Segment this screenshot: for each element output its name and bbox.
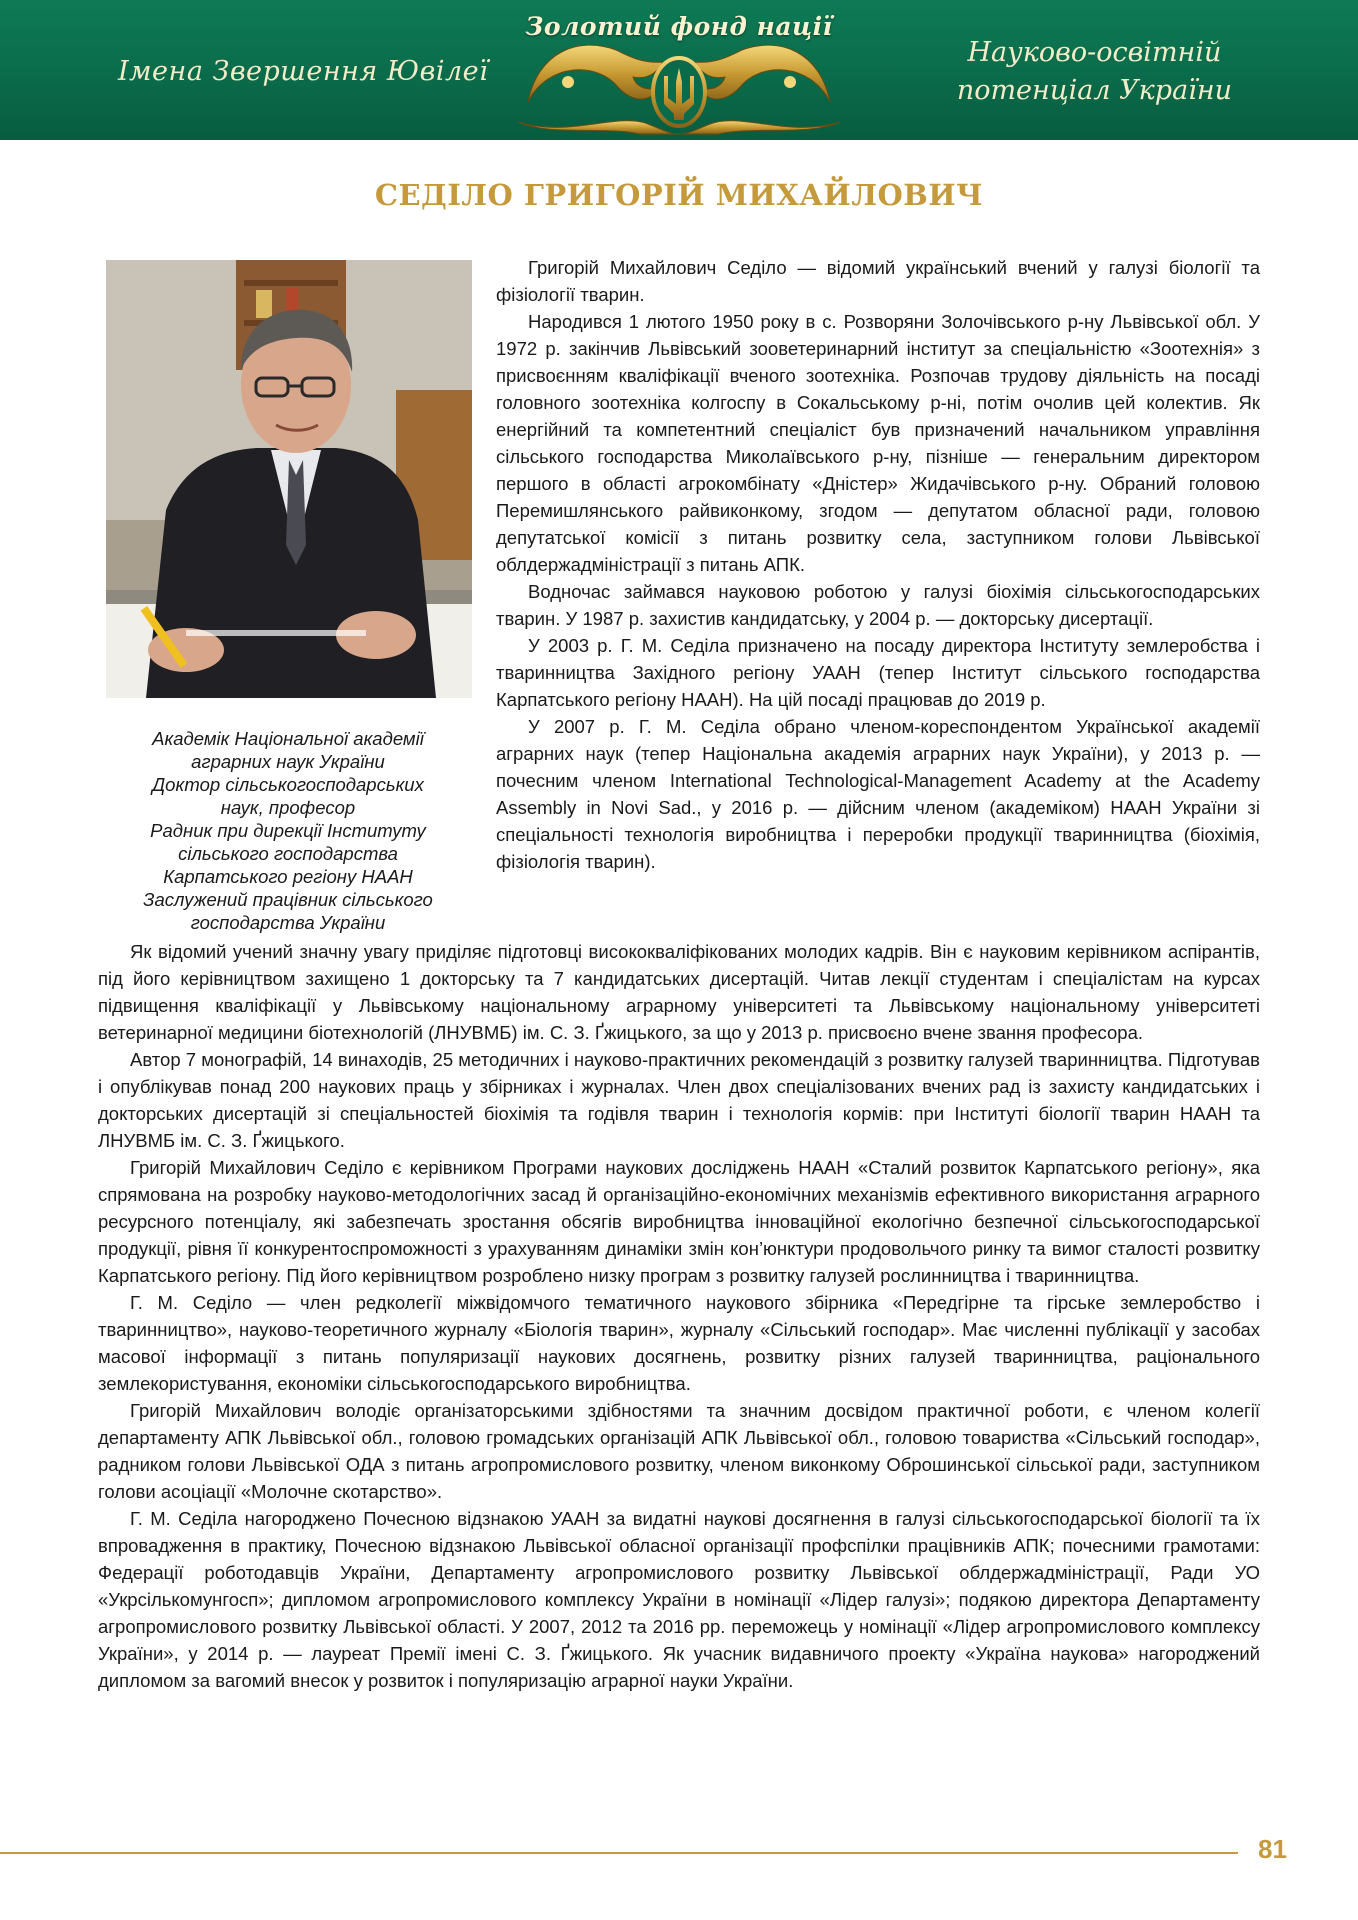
paragraph: Григорій Михайлович володіє організаторськими здібностями та значним досвідом практичної роботи, є членом колегії департаменту АПК Львівської обл., головою громадських організацій АПК Львівської обл., головою товариства «Сільський господар», радником голови Львівської ОДА з питань агропромислового розвитку, членом виконкому Оброшинської сільської ради, заступником голови асоціації «Молочне скотарство».: [98, 1400, 1260, 1502]
caption-line: Академік Національної академії: [152, 728, 424, 749]
footer-divider: [0, 1852, 1238, 1854]
emblem-title: Золотий фонд нації: [525, 12, 833, 41]
article-column: [496, 254, 1260, 875]
caption-line: сільського господарства: [178, 843, 398, 864]
paragraph: Водночас займався науковою роботою у галузі біохімія сільськогосподарських тварин. У 1987 р. захистив кандидатську, у 2004 р. — докторську дисертації.: [496, 581, 1260, 629]
paragraph: Григорій Михайлович Седіло — відомий український вчений у галузі біології та фізіології тварин.: [496, 257, 1260, 305]
paragraph: У 2007 р. Г. М. Седіла обрано членом-кореспондентом Української академії аграрних наук (тепер Національна академія аграрних наук України), у 2013 р. — почесним членом International Technological-Management Academy at the Academy Assembly in Novi Sad., у 2016 р. — дійсним членом (академіком) НААН України зі спеціальності технологія виробництва і переробки продукції тваринництва (біохімія, фізіологія тварин).: [496, 716, 1260, 872]
photo-caption: [98, 727, 478, 934]
article-body: [98, 938, 1260, 1694]
caption-line: Заслужений працівник сільського: [143, 889, 433, 910]
caption-line: Радник при дирекції Інституту: [150, 820, 426, 841]
paragraph: У 2003 р. Г. М. Седіла призначено на посаду директора Інституту землеробства і тваринництва Західного регіону УААН (тепер Інститут сільського господарства Карпатського регіону НААН). На цій посаді працював до 2019 р.: [496, 635, 1260, 710]
header-right-line2: потенціал України: [956, 75, 1232, 106]
paragraph: Г. М. Седіла нагороджено Почесною відзнакою УААН за видатні наукові досягнення в галузі сільськогосподарської біології та їх впровадження в практику, Почесною відзнакою Львівської обласної організації профспілки працівників АПК; почесними грамотами: Федерації роботодавців України, Департаменту агропромислового розвитку Львівської облдержадміністрації, Ради УО «Укрсількомунгосп»; дипломом агропромислового комплексу України в номінації «Лідер галузі»; подякою директора Департаменту агропромислового розвитку Львівської області. У 2007, 2012 та 2016 рр. переможець у номінації «Лідер агропромислового комплексу України», у 2014 р. — лауреат Премії імені С. З. Ґжицького. Як учасник видавничого проекту «Україна наукова» нагороджений дипломом за вагомий внесок у розвиток і популяризацію аграрної науки України.: [98, 1508, 1260, 1691]
header-emblem: [508, 0, 850, 140]
caption-line: аграрних наук України: [191, 751, 385, 772]
header-right-line1: Науково-освітній: [967, 37, 1222, 68]
page-header: [0, 0, 1358, 140]
caption-line: Доктор сільськогосподарських: [152, 774, 424, 795]
header-right-text: [957, 34, 1232, 110]
paragraph: Народився 1 лютого 1950 року в с. Розворяни Золочівського р-ну Львівської обл. У 1972 р. закінчив Львівський зооветеринарний інститут за спеціальністю «Зоотехнія» з присвоєнням кваліфікації вченого зоотехніка. Розпочав трудову діяльність на посаді головного зоотехніка колгоспу в Сокальському р-ні, потім очолив цей колектив. Як енергійний та компетентний спеціаліст був призначений начальником управління сільського господарства Миколаївського р-ну, пізніше — генеральним директором першого в області агрокомбінату «Дністер» Жидачівського р-ну. Обраний головою Перемишлянського райвиконкому, згодом — депутатом обласної ради, головою депутатської комісії з питань розвитку села, заступником голови Львівської облдержадміністрації з питань АПК.: [496, 311, 1260, 575]
paragraph: Автор 7 монографій, 14 винаходів, 25 методичних і науково-практичних рекомендацій з розвитку галузей тваринництва. Підготував і опублікував понад 200 наукових праць у збірниках і журналах. Член двох спеціалізованих вчених рад із захисту кандидатських і докторських дисертацій зі спеціальностей біохімія та годівля тварин і технологія кормів: при Інституті біології тварин НААН та ЛНУВМБ ім. С. З. Ґжицького.: [98, 1049, 1260, 1151]
paragraph: Г. М. Седіло — член редколегії міжвідомчого тематичного наукового збірника «Передгірне та гірське землеробство і тваринництво», науково-теоретичного журналу «Біологія тварин», журналу «Сільський господар». Має численні публікації у засобах масової інформації з питань популяризації наукових досягнень, розвитку різних галузей тваринництва, раціонального землекористування, економіки сільськогосподарського виробництва.: [98, 1292, 1260, 1394]
paragraph: Григорій Михайлович Седіло є керівником Програми наукових досліджень НААН «Сталий розвиток Карпатського регіону», яка спрямована на розробку науково-методологічних засад й організаційно-економічних механізмів ефективного використання аграрного ресурсного потенціалу, які забезпечать зростання обсягів виробництва інноваційної екологічно безпечної сільськогосподарської продукції, рівня її конкурентоспроможності з урахуванням динаміки змін кон’юнктури продовольчого ринку та вимог сталості розвитку Карпатського регіону. Під його керівництвом розроблено низку програм з розвитку галузей рослинництва і тваринництва.: [98, 1157, 1260, 1286]
header-left-text: Імена Звершення Ювілеї: [118, 56, 489, 87]
caption-line: Карпатського регіону НААН: [163, 866, 413, 887]
trident-ornament-icon: [508, 42, 850, 140]
caption-line: господарства України: [190, 912, 386, 933]
portrait-photo-icon: [106, 260, 472, 698]
page-number: 81: [1258, 1834, 1287, 1864]
paragraph: Як відомий учений значну увагу приділяє підготовці висококваліфікованих молодих кадрів. Він є науковим керівником аспірантів, під його керівництвом захищено 1 докторську та 7 кандидатських дисертацій. Читав лекції студентам і спеціалістам на курсах підвищення кваліфікації у Львівському національному аграрному університеті та Львівському національному університеті ветеринарної медицини біотехнологій (ЛНУВМБ) ім. С. З. Ґжицького, за що у 2013 р. присвоєно вчене звання професора.: [98, 941, 1260, 1043]
article-title: СЕДІЛО ГРИГОРІЙ МИХАЙЛОВИЧ: [374, 178, 984, 212]
caption-line: наук, професор: [220, 797, 356, 818]
